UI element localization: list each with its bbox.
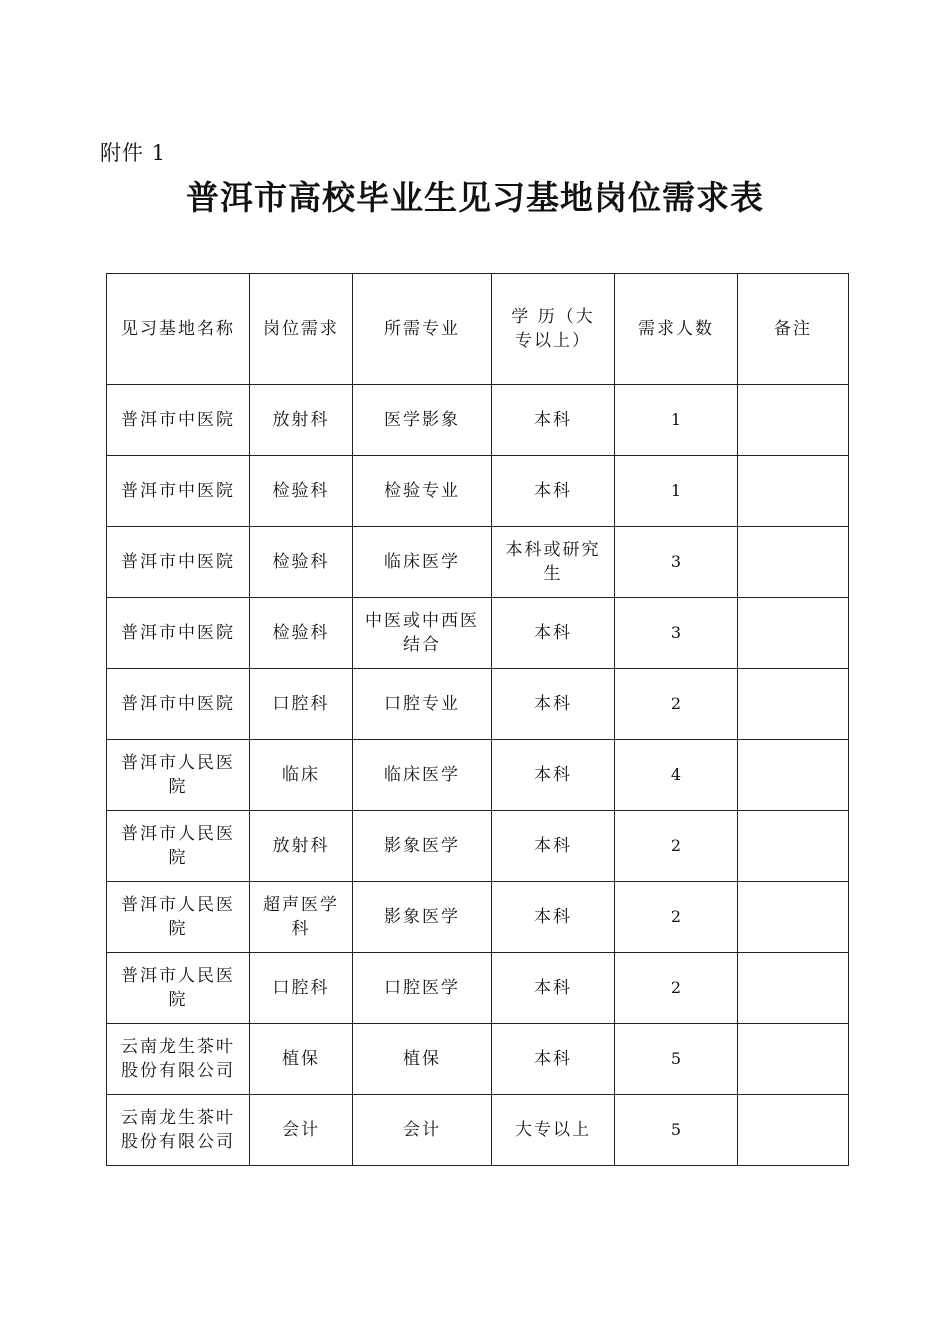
table-row [107,456,849,527]
attachment-label: 附件 1 [100,141,167,165]
cell-remarks [738,456,849,527]
cell-remarks [738,385,849,456]
cell-headcount: 3 [615,527,738,598]
cell-major: 口腔专业 [353,669,492,740]
table-row [107,882,849,953]
cell-position: 检验科 [250,456,353,527]
header-education: 学 历（大专以上） [492,274,615,385]
cell-remarks [738,598,849,669]
cell-base-name: 云南龙生茶叶股份有限公司 [107,1024,250,1095]
cell-base-name: 普洱市中医院 [107,669,250,740]
cell-education: 本科 [492,385,615,456]
cell-headcount: 2 [615,811,738,882]
table-row [107,669,849,740]
header-major: 所需专业 [353,274,492,385]
cell-major: 中医或中西医结合 [353,598,492,669]
cell-education: 本科 [492,953,615,1024]
cell-base-name: 云南龙生茶叶股份有限公司 [107,1095,250,1166]
cell-headcount: 1 [615,456,738,527]
table-row [107,598,849,669]
cell-position: 口腔科 [250,669,353,740]
cell-remarks [738,1095,849,1166]
table-row [107,385,849,456]
cell-education: 本科 [492,882,615,953]
table-row [107,740,849,811]
cell-base-name: 普洱市人民医院 [107,811,250,882]
cell-position: 临床 [250,740,353,811]
cell-education: 大专以上 [492,1095,615,1166]
cell-education: 本科 [492,740,615,811]
cell-remarks [738,527,849,598]
cell-headcount: 3 [615,598,738,669]
cell-position: 检验科 [250,527,353,598]
cell-major: 影象医学 [353,882,492,953]
requirements-table [106,273,849,1166]
cell-base-name: 普洱市中医院 [107,527,250,598]
header-headcount: 需求人数 [615,274,738,385]
page-title: 普洱市高校毕业生见习基地岗位需求表 [186,178,764,217]
cell-education: 本科 [492,456,615,527]
cell-major: 口腔医学 [353,953,492,1024]
table-row [107,811,849,882]
cell-major: 会计 [353,1095,492,1166]
header-position: 岗位需求 [250,274,353,385]
cell-base-name: 普洱市人民医院 [107,882,250,953]
cell-remarks [738,953,849,1024]
cell-education: 本科 [492,669,615,740]
cell-remarks [738,669,849,740]
cell-position: 超声医学科 [250,882,353,953]
cell-major: 临床医学 [353,527,492,598]
cell-remarks [738,811,849,882]
cell-position: 口腔科 [250,953,353,1024]
cell-base-name: 普洱市人民医院 [107,740,250,811]
cell-base-name: 普洱市中医院 [107,385,250,456]
cell-headcount: 2 [615,882,738,953]
cell-position: 植保 [250,1024,353,1095]
table-row [107,1024,849,1095]
cell-headcount: 5 [615,1024,738,1095]
cell-education: 本科 [492,1024,615,1095]
table-row [107,527,849,598]
cell-major: 医学影象 [353,385,492,456]
table-row [107,953,849,1024]
cell-headcount: 2 [615,669,738,740]
cell-remarks [738,1024,849,1095]
cell-major: 检验专业 [353,456,492,527]
cell-remarks [738,740,849,811]
cell-position: 会计 [250,1095,353,1166]
cell-headcount: 4 [615,740,738,811]
cell-education: 本科 [492,811,615,882]
cell-position: 检验科 [250,598,353,669]
cell-major: 影象医学 [353,811,492,882]
table-header-row [107,274,849,385]
cell-headcount: 1 [615,385,738,456]
header-remarks: 备注 [738,274,849,385]
cell-major: 临床医学 [353,740,492,811]
table-row [107,1095,849,1166]
cell-headcount: 5 [615,1095,738,1166]
cell-position: 放射科 [250,811,353,882]
cell-base-name: 普洱市中医院 [107,598,250,669]
cell-major: 植保 [353,1024,492,1095]
cell-base-name: 普洱市人民医院 [107,953,250,1024]
cell-education: 本科 [492,598,615,669]
cell-headcount: 2 [615,953,738,1024]
cell-position: 放射科 [250,385,353,456]
cell-remarks [738,882,849,953]
cell-base-name: 普洱市中医院 [107,456,250,527]
header-base-name: 见习基地名称 [107,274,250,385]
cell-education: 本科或研究生 [492,527,615,598]
